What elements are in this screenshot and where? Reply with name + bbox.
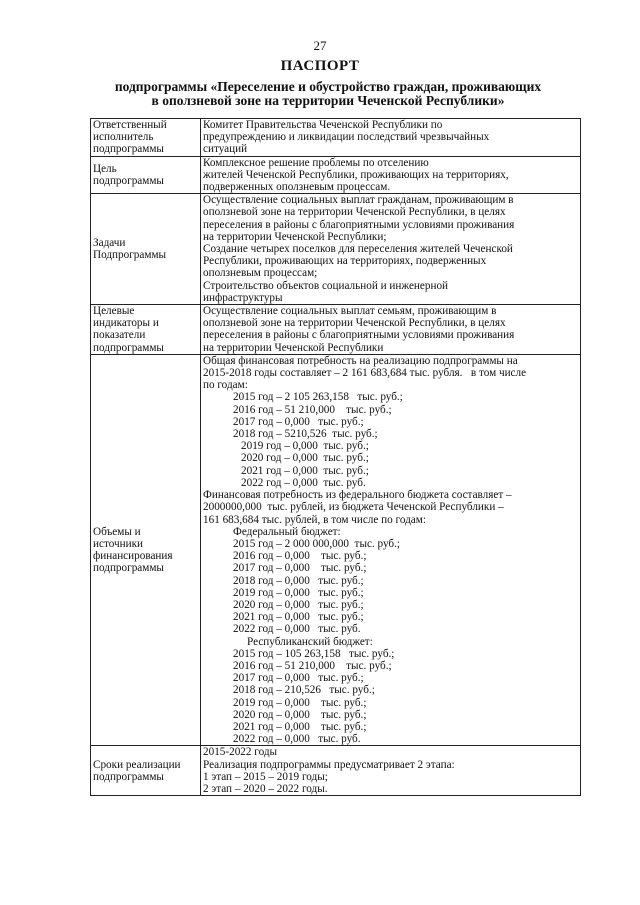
label-line: исполнитель	[93, 131, 154, 144]
content-line: 2000000,000 тыс. рублей, из бюджета Чеченской Республики –	[203, 501, 504, 514]
republic-year-line: 2015 год – 105 263,158 тыс. руб.;	[233, 647, 395, 660]
row-label-indicators	[91, 305, 201, 355]
federal-year-line: 2022 год – 0,000 тыс. руб.	[233, 623, 361, 636]
label-line: Объемы и	[93, 525, 141, 538]
row-content-goal	[201, 156, 581, 194]
federal-year-line: 2017 год – 0,000 тыс. руб.;	[233, 562, 367, 575]
row-content-tasks	[201, 194, 581, 305]
row-label-tasks	[91, 194, 201, 305]
label-line: Целевые	[93, 305, 135, 318]
total-year-line: 2018 год – 5210,526 тыс. руб.;	[233, 428, 378, 441]
document-title: ПАСПОРТ	[280, 58, 360, 74]
label-line: подпрограммы	[93, 562, 164, 575]
content-line: Общая финансовая потребность на реализацию подпрограммы на	[203, 354, 518, 367]
total-year-line: 2019 год – 0,000 тыс. руб.;	[241, 440, 369, 453]
republic-year-line: 2017 год – 0,000 тыс. руб.;	[233, 672, 364, 685]
federal-year-line: 2015 год – 2 000 000,000 тыс. руб.;	[233, 537, 401, 550]
label-line: индикаторы и	[93, 317, 159, 330]
table-row	[91, 354, 581, 746]
republic-year-line: 2018 год – 210,526 тыс. руб.;	[233, 684, 375, 697]
total-year-line: 2022 год – 0,000 тыс. руб.	[241, 476, 366, 489]
label-line: Сроки реализации	[93, 758, 181, 771]
table-row	[91, 746, 581, 796]
row-content-funding	[201, 354, 581, 746]
federal-year-line: 2018 год – 0,000 тыс. руб.;	[233, 574, 364, 587]
content-line: переселения в районы с благоприятными условиями проживания	[203, 329, 515, 342]
content-line: Реализация подпрограммы предусматривает 2 этапа:	[203, 758, 455, 771]
content-line: Финансовая потребность из федерального бюджета составляет –	[203, 489, 512, 502]
content-line: Комитет Правительства Чеченской Республики по	[203, 119, 443, 131]
document-subtitle	[88, 80, 568, 108]
label-line: Цель	[93, 162, 117, 175]
row-content-terms	[201, 746, 581, 796]
label-line: источники	[93, 537, 144, 550]
federal-year-line: 2016 год – 0,000 тыс. руб.;	[233, 550, 367, 563]
republic-budget-heading: Республиканский бюджет:	[247, 635, 373, 648]
content-line: оползневым процессам;	[203, 267, 318, 280]
republic-year-line: 2022 год – 0,000 тыс. руб.	[233, 733, 361, 746]
total-year-line: 2015 год – 2 105 263,158 тыс. руб.;	[233, 391, 403, 404]
row-label-terms	[91, 746, 201, 796]
label-line: Ответственный	[93, 119, 167, 131]
label-line: финансирования	[93, 550, 173, 563]
content-line: Республики, проживающих на территориях, подверженных	[203, 255, 487, 268]
federal-year-line: 2020 год – 0,000 тыс. руб.;	[233, 598, 364, 611]
content-line: 1 этап – 2015 – 2019 годы;	[203, 770, 328, 783]
content-line: ситуаций	[203, 143, 248, 156]
row-label-executor	[91, 119, 201, 157]
content-line: Осуществление социальных выплат семьям, проживающим в	[203, 305, 497, 318]
row-content-indicators	[201, 305, 581, 355]
republic-year-line: 2019 год – 0,000 тыс. руб.;	[233, 696, 367, 709]
content-line: оползневой зоне на территории Чеченской Республики, в целях	[203, 206, 506, 219]
table-row	[91, 119, 581, 157]
federal-year-line: 2021 год – 0,000 тыс. руб.;	[233, 611, 364, 624]
content-line: инфраструктуры	[203, 291, 283, 304]
content-line: 161 683,684 тыс. рублей, в том числе по годам:	[203, 513, 426, 526]
content-line: оползневой зоне на территории Чеченской Республики, в целях	[203, 317, 506, 330]
table-row	[91, 194, 581, 305]
content-line: на территории Чеченской Республики;	[203, 230, 387, 243]
total-year-line: 2021 год – 0,000 тыс. руб.;	[241, 464, 369, 477]
republic-year-line: 2020 год – 0,000 тыс. руб.;	[233, 708, 367, 721]
label-line: подпрограммы	[93, 143, 164, 156]
federal-year-line: 2019 год – 0,000 тыс. руб.;	[233, 586, 364, 599]
content-line: жителей Чеченской Республики, проживающих на территориях,	[203, 168, 509, 181]
content-line: на территории Чеченской Республики	[203, 341, 384, 354]
content-line: 2 этап – 2020 – 2022 годы.	[203, 782, 328, 795]
row-label-funding	[91, 354, 201, 746]
federal-budget-heading: Федеральный бюджет:	[233, 525, 341, 538]
content-line: 2015-2018 годы составляет – 2 161 683,684 тыс. рубля. в том числе	[203, 367, 527, 380]
subtitle-line: в оползневой зоне на территории Чеченской Республики»	[151, 93, 505, 108]
label-line: подпрограммы	[93, 770, 164, 783]
passport-table	[90, 118, 581, 796]
row-content-executor	[201, 119, 581, 157]
content-line: переселения в районы с благоприятными условиями проживания	[203, 218, 515, 231]
table-row	[91, 305, 581, 355]
content-line: Комплексное решение проблемы по отселению	[203, 156, 429, 169]
total-year-line: 2016 год – 51 210,000 тыс. руб.;	[233, 403, 392, 416]
label-line: подпрограммы	[93, 341, 164, 354]
label-line: Задачи	[93, 236, 126, 249]
content-line: по годам:	[203, 379, 248, 392]
content-line: Создание четырех поселков для переселения жителей Чеченской	[203, 243, 513, 256]
total-year-line: 2017 год – 0,000 тыс. руб.;	[233, 415, 364, 428]
row-label-goal	[91, 156, 201, 194]
total-year-line: 2020 год – 0,000 тыс. руб.;	[241, 452, 369, 465]
republic-year-line: 2021 год – 0,000 тыс. руб.;	[233, 720, 367, 733]
content-line: Осуществление социальных выплат гражданам, проживающим в	[203, 194, 514, 207]
content-line: 2015-2022 годы	[203, 746, 278, 759]
label-line: показатели	[93, 329, 146, 342]
republic-year-line: 2016 год – 51 210,000 тыс. руб.;	[233, 659, 392, 672]
table-row	[91, 156, 581, 194]
content-line: подверженных оползневым процессам.	[203, 181, 391, 194]
label-line: Подпрограммы	[93, 249, 167, 262]
page-number: 27	[313, 38, 327, 53]
content-line: Строительство объектов социальной и инженерной	[203, 279, 449, 292]
subtitle-line: подпрограммы «Переселение и обустройство граждан, проживающих	[114, 79, 542, 94]
content-line: предупреждению и ликвидации последствий чрезвычайных	[203, 131, 490, 144]
label-line: подпрограммы	[93, 174, 164, 187]
